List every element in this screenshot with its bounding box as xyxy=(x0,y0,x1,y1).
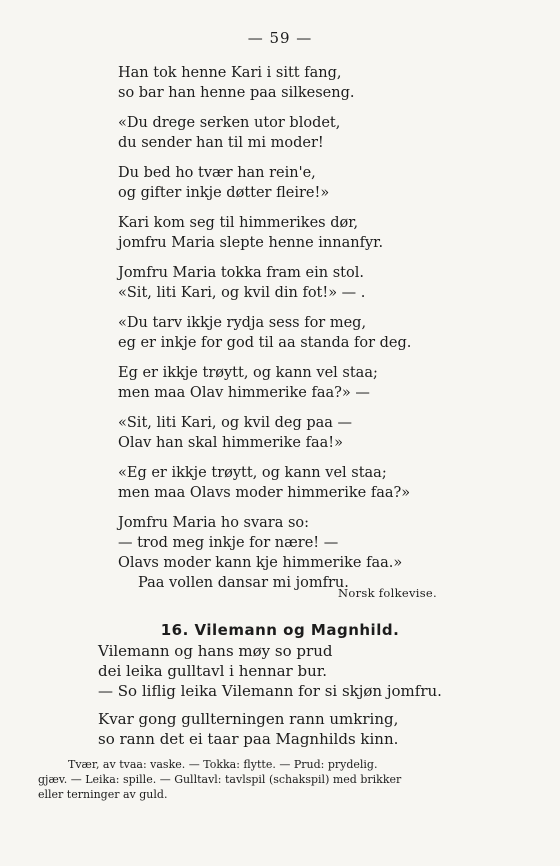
refrain-line: Paa vollen dansar mi jomfru. xyxy=(138,575,349,591)
verse-line: jomfru Maria slepte henne innanfyr. xyxy=(118,235,384,251)
stanza xyxy=(118,213,478,253)
footnote-line: eller terninger av guld. xyxy=(38,788,168,801)
verse-line: Eg er ikkje trøytt, og kann vel staa; xyxy=(118,365,378,381)
verse-line: Kari kom seg til himmerikes dør, xyxy=(118,215,359,231)
verse-line: Du bed ho tvær han rein'e, xyxy=(118,165,316,181)
verse-line: «Sit, liti Kari, og kvil din fot!» — . xyxy=(118,285,366,301)
verse-line: Jomfru Maria ho svara so: xyxy=(118,515,310,531)
verse-line: «Du drege serken utor blodet, xyxy=(118,115,341,131)
poem-continued xyxy=(118,63,478,603)
verse-line: du sender han til mi moder! xyxy=(118,135,324,151)
attribution: Norsk folkevise. xyxy=(338,586,437,600)
verse-line: so rann det ei taar paa Magnhilds kinn. xyxy=(98,730,399,748)
stanza xyxy=(118,113,478,153)
stanza xyxy=(118,513,478,593)
verse-line: men maa Olavs moder himmerike faa?» xyxy=(118,485,411,501)
stanza xyxy=(118,463,478,503)
verse-line: Olav han skal himmerike faa!» xyxy=(118,435,343,451)
verse-line: og gifter inkje døtter fleire!» xyxy=(118,185,330,201)
page-number: — 59 — xyxy=(247,29,313,47)
verse-line: Kvar gong gullterningen rann umkring, xyxy=(98,710,399,728)
verse-line: «Sit, liti Kari, og kvil deg paa — xyxy=(118,415,353,431)
stanza xyxy=(118,63,478,103)
stanza xyxy=(118,413,478,453)
footnote-line: gjæv. — Leika: spille. — Gulltavl: tavlspil (schakspil) med brikker xyxy=(38,773,402,786)
stanza xyxy=(98,709,498,749)
verse-line: eg er inkje for god til aa standa for deg. xyxy=(118,335,412,351)
verse-line: so bar han henne paa silkeseng. xyxy=(118,85,355,101)
verse-line: Vilemann og hans møy so prud xyxy=(98,642,333,660)
verse-line: «Eg er ikkje trøytt, og kann vel staa; xyxy=(118,465,387,481)
verse-line: «Du tarv ikkje rydja sess for meg, xyxy=(118,315,367,331)
verse-line: dei leika gulltavl i hennar bur. xyxy=(98,662,328,680)
stanza xyxy=(118,263,478,303)
verse-line: Jomfru Maria tokka fram ein stol. xyxy=(118,265,364,281)
verse-line: Olavs moder kann kje himmerike faa.» xyxy=(118,555,403,571)
footnote-line: Tvær, av tvaa: vaske. — Tokka: flytte. — Prud: prydelig. xyxy=(68,758,378,771)
stanza xyxy=(118,163,478,203)
stanza xyxy=(98,641,498,701)
refrain-line: — So liflig leika Vilemann for si skjøn jomfru. xyxy=(98,682,442,700)
verse-line: Han tok henne Kari i sitt fang, xyxy=(118,65,342,81)
stanza xyxy=(118,363,478,403)
poem-vilemann xyxy=(98,641,498,757)
section-heading: 16. Vilemann og Magnhild. xyxy=(160,621,400,639)
stanza xyxy=(118,313,478,353)
footnote xyxy=(38,757,508,802)
verse-line: men maa Olav himmerike faa?» — xyxy=(118,385,370,401)
verse-line: — trod meg inkje for nære! — xyxy=(118,535,339,551)
